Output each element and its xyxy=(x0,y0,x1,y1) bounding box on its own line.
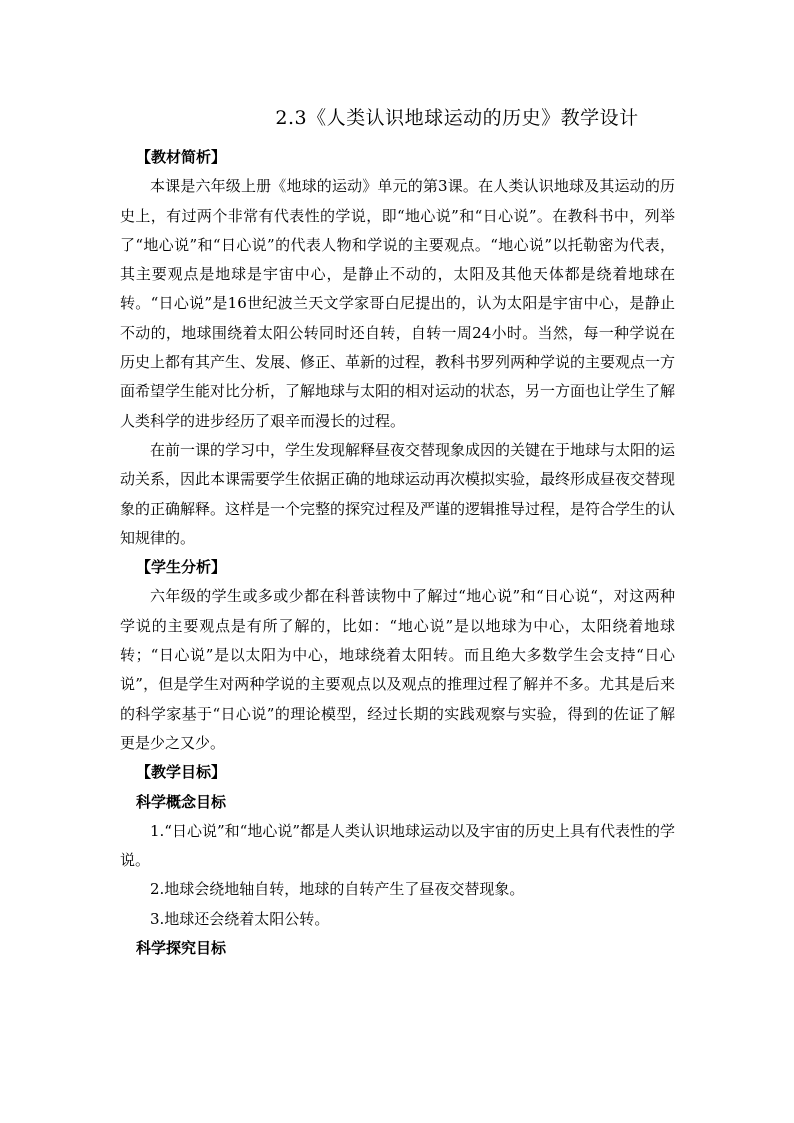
concept-goals-heading: 科学概念目标 xyxy=(136,792,227,811)
section-heading-material: 【教材简析】 xyxy=(136,148,227,166)
section-heading-goals: 【教学目标】 xyxy=(136,763,227,782)
document-title: 2.3《人类认识地球运动的历史》教学设计 xyxy=(275,107,639,129)
document-body xyxy=(120,143,675,963)
material-paragraph-2: 在前一课的学习中，学生发现解释昼夜交替现象成因的关键在于地球与太阳的运动关系，因此本课需要学生依据正确的地球运动再次模拟实验，最终形成昼夜交替现象的正确解释。这样是一个完整的探究过程及严谨的逻辑推导过程，是符合学生的认知规律的。 xyxy=(120,440,676,547)
inquiry-goals-heading: 科学探究目标 xyxy=(136,939,227,958)
section-heading-students: 【学生分析】 xyxy=(136,558,227,577)
students-paragraph-1: 六年级的学生或多或少都在科普读物中了解过“地心说”和“日心说“，对这两种学说的主要观点是有所了解的，比如：“地心说”是以地球为中心，太阳绕着地球转；“日心说”是以太阳为中心，地球绕着太阳转。而且绝大多数学生会支持“日心说”，但是学生对两种学说的主要观点以及观点的推理过程了解并不多。尤其是后来的科学家基于“日心说”的理论模型，经过长期的实践观察与实验，得到的佐证了解更是少之又少。 xyxy=(120,587,675,752)
material-paragraph-1: 本课是六年级上册《地球的运动》单元的第3课。在人类认识地球及其运动的历史上，有过两个非常有代表性的学说，即“地心说”和“日心说”。在教科书中，列举了“地心说”和“日心说”的代表人物和学说的主要观点。“地心说”以托勒密为代表，其主要观点是地球是宇宙中心，是静止不动的，太阳及其他天体都是绕着地球在转。“日心说”是16世纪波兰天文学家哥白尼提出的，认为太阳是宇宙中心，是静止不动的，地球围绕着太阳公转同时还自转，自转一周24小时。当然，每一种学说在历史上都有其产生、发展、修正、革新的过程，教科书罗列两种学说的主要观点一方面希望学生能对比分析，了解地球与太阳的相对运动的状态，另一方面也让学生了解人类科学的进步经历了艰辛而漫长的过程。 xyxy=(120,177,676,430)
goal-item-2: 2.地球会绕地轴自转，地球的自转产生了昼夜交替现象。 xyxy=(150,880,525,899)
goal-item-3: 3.地球还会绕着太阳公转。 xyxy=(150,909,330,928)
goal-item-1: 1.“日心说”和“地心说”都是人类认识地球运动以及宇宙的历史上具有代表性的学说。 xyxy=(120,821,675,870)
